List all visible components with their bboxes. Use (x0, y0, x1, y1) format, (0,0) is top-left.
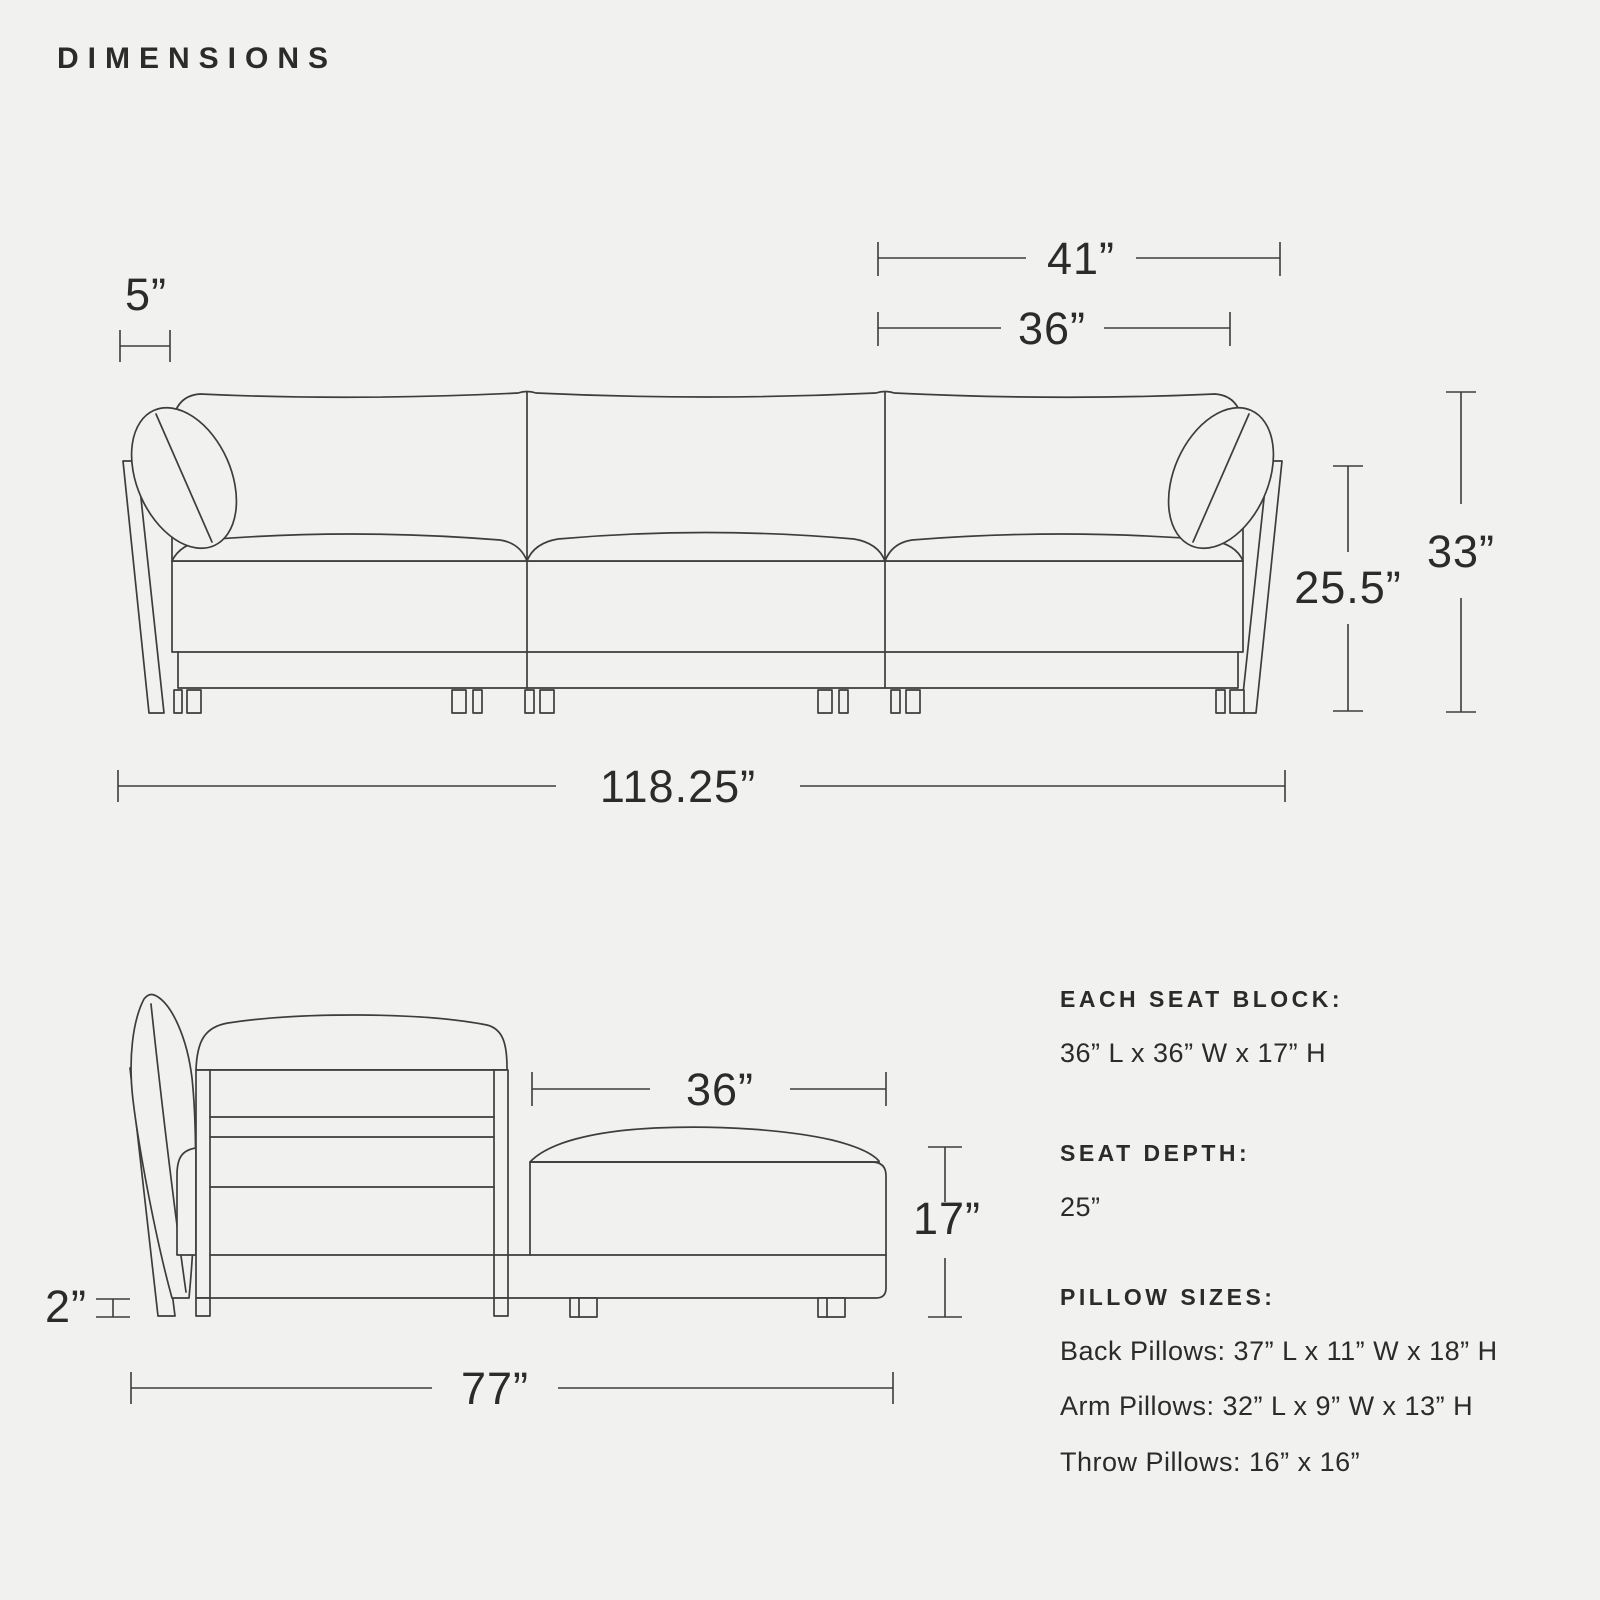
spec-arm-pillows: Arm Pillows: 32” L x 9” W x 13” H (1060, 1391, 1474, 1421)
side-seat-block-body (530, 1162, 886, 1255)
label-seat-block-length: 36” (685, 1064, 755, 1115)
label-overall-depth: 77” (460, 1363, 530, 1414)
label-module-width: 36” (1017, 303, 1087, 354)
side-view-sofa-drawing (130, 995, 886, 1317)
front-module-seams (527, 561, 885, 688)
dim-leg-height-2 (96, 1299, 130, 1317)
spec-throw-pillows: Throw Pillows: 16” x 16” (1060, 1447, 1361, 1477)
front-legs (174, 690, 1244, 713)
side-frame (196, 1070, 508, 1298)
label-leg-height: 2” (44, 1281, 88, 1332)
side-seat-block-legs (570, 1298, 845, 1317)
spec-seat-depth-value: 25” (1060, 1192, 1101, 1222)
side-seat-block-cushion (530, 1127, 879, 1162)
side-frame-front-foot (196, 1298, 210, 1316)
spec-seat-block-value: 36” L x 36” W x 17” H (1060, 1038, 1327, 1068)
front-view-sofa-drawing (111, 391, 1294, 713)
side-back-cushion (196, 1015, 507, 1070)
label-arm-height: 25.5” (1294, 562, 1402, 613)
label-overall-height: 33” (1426, 526, 1496, 577)
label-module-with-arm: 41” (1046, 233, 1116, 284)
front-seat-box (172, 561, 1243, 652)
label-seat-block-height: 17” (912, 1193, 982, 1244)
spec-seat-block-heading: EACH SEAT BLOCK: (1060, 986, 1344, 1012)
spec-back-pillows: Back Pillows: 37” L x 11” W x 18” H (1060, 1336, 1498, 1366)
side-base-plinth (494, 1255, 886, 1298)
label-arm-width: 5” (124, 269, 168, 320)
page-title: DIMENSIONS (57, 42, 338, 75)
label-overall-width: 118.25” (599, 761, 757, 812)
spec-seat-depth-heading: SEAT DEPTH: (1060, 1140, 1251, 1166)
spec-pillow-sizes-heading: PILLOW SIZES: (1060, 1284, 1276, 1310)
front-plinth (178, 652, 1238, 688)
front-seat-cushion-arcs (172, 533, 1243, 562)
dim-arm-width-5 (120, 330, 170, 362)
side-seat-cushion-edge (177, 1148, 196, 1255)
side-frame-back-foot (494, 1298, 508, 1316)
